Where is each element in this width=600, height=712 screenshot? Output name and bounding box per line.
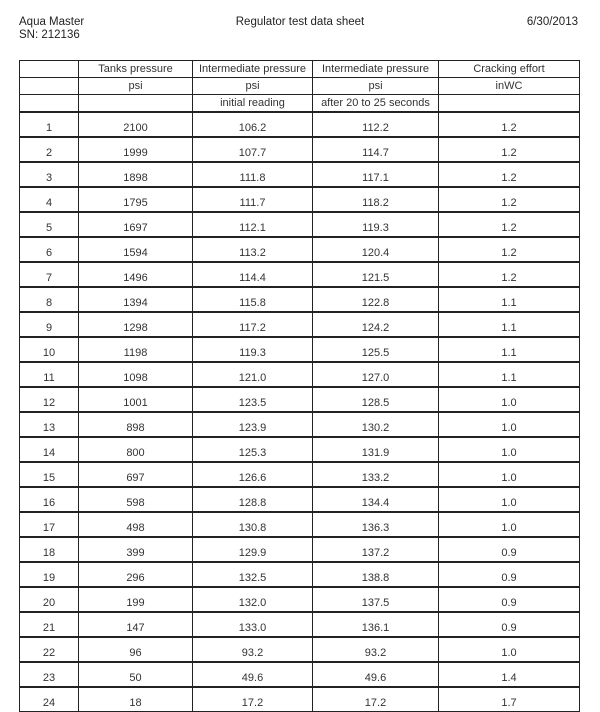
cell-intermediate-after: 117.1 [313,162,439,187]
cell-cracking-effort: 1.2 [439,112,580,137]
table-row [20,412,580,437]
table-row [20,537,580,562]
cell-tank-pressure: 800 [79,437,193,462]
header-cell-row-number [20,61,79,78]
cell-intermediate-after: 136.3 [313,512,439,537]
cell-intermediate-initial: 123.5 [193,387,313,412]
cell-cracking-effort: 0.9 [439,562,580,587]
cell-intermediate-initial: 133.0 [193,612,313,637]
cell-cracking-effort: 1.0 [439,387,580,412]
cell-intermediate-initial: 17.2 [193,687,313,712]
serial-number: SN: 212136 [19,29,80,41]
cell-cracking-effort: 1.0 [439,637,580,662]
cell-intermediate-initial: 117.2 [193,312,313,337]
table-row [20,562,580,587]
cell-tank-pressure: 1594 [79,237,193,262]
cell-cracking-effort: 1.0 [439,412,580,437]
cell-tank-pressure: 1496 [79,262,193,287]
header-cell-intermediate-initial: Intermediate pressure [193,61,313,78]
cell-intermediate-initial: 125.3 [193,437,313,462]
cell-cracking-effort: 1.1 [439,287,580,312]
cell-intermediate-after: 119.3 [313,212,439,237]
cell-row-number: 18 [20,537,79,562]
cell-tank-pressure: 50 [79,662,193,687]
table-row [20,612,580,637]
header-cell-row-number [20,95,79,113]
cell-intermediate-initial: 93.2 [193,637,313,662]
table-row [20,362,580,387]
cell-intermediate-after: 130.2 [313,412,439,437]
cell-cracking-effort: 1.0 [439,487,580,512]
cell-cracking-effort: 1.2 [439,162,580,187]
cell-row-number: 2 [20,137,79,162]
cell-cracking-effort: 1.0 [439,512,580,537]
cell-intermediate-initial: 111.8 [193,162,313,187]
cell-cracking-effort: 1.2 [439,262,580,287]
cell-tank-pressure: 399 [79,537,193,562]
cell-tank-pressure: 697 [79,462,193,487]
cell-cracking-effort: 1.1 [439,337,580,362]
cell-intermediate-initial: 113.2 [193,237,313,262]
cell-tank-pressure: 498 [79,512,193,537]
cell-intermediate-initial: 112.1 [193,212,313,237]
header-cell-intermediate-initial: initial reading [193,95,313,113]
cell-intermediate-after: 93.2 [313,637,439,662]
cell-row-number: 23 [20,662,79,687]
cell-row-number: 8 [20,287,79,312]
table-row [20,437,580,462]
cell-intermediate-initial: 106.2 [193,112,313,137]
cell-tank-pressure: 1999 [79,137,193,162]
cell-tank-pressure: 18 [79,687,193,712]
cell-cracking-effort: 0.9 [439,537,580,562]
cell-row-number: 4 [20,187,79,212]
cell-intermediate-after: 118.2 [313,187,439,212]
cell-cracking-effort: 1.1 [439,362,580,387]
cell-row-number: 19 [20,562,79,587]
cell-intermediate-initial: 126.6 [193,462,313,487]
table-row [20,212,580,237]
table-row [20,187,580,212]
cell-row-number: 12 [20,387,79,412]
table-row [20,162,580,187]
table-row [20,587,580,612]
cell-cracking-effort: 1.4 [439,662,580,687]
header-cell-cracking-effort: inWC [439,78,580,95]
cell-intermediate-after: 114.7 [313,137,439,162]
cell-intermediate-after: 17.2 [313,687,439,712]
table-row [20,662,580,687]
header-cell-cracking-effort [439,95,580,113]
cell-intermediate-after: 137.5 [313,587,439,612]
header-cell-row-number [20,78,79,95]
cell-intermediate-initial: 128.8 [193,487,313,512]
table-row [20,112,580,137]
header-cell-cracking-effort: Cracking effort [439,61,580,78]
cell-row-number: 21 [20,612,79,637]
header-cell-tank-pressure [79,95,193,113]
cell-cracking-effort: 1.0 [439,462,580,487]
cell-cracking-effort: 1.1 [439,312,580,337]
cell-tank-pressure: 1298 [79,312,193,337]
cell-intermediate-initial: 107.7 [193,137,313,162]
header-cell-intermediate-after: psi [313,78,439,95]
cell-row-number: 13 [20,412,79,437]
table-row [20,512,580,537]
table-row [20,637,580,662]
cell-tank-pressure: 199 [79,587,193,612]
cell-intermediate-after: 136.1 [313,612,439,637]
document-title: Regulator test data sheet [235,16,365,28]
cell-row-number: 22 [20,637,79,662]
table-row [20,387,580,412]
cell-tank-pressure: 147 [79,612,193,637]
cell-intermediate-after: 138.8 [313,562,439,587]
cell-intermediate-initial: 130.8 [193,512,313,537]
cell-intermediate-after: 131.9 [313,437,439,462]
cell-cracking-effort: 1.2 [439,212,580,237]
cell-intermediate-after: 112.2 [313,112,439,137]
cell-intermediate-after: 122.8 [313,287,439,312]
cell-intermediate-initial: 119.3 [193,337,313,362]
header-row [20,95,580,113]
cell-row-number: 3 [20,162,79,187]
cell-row-number: 6 [20,237,79,262]
header-cell-tank-pressure: psi [79,78,193,95]
cell-row-number: 9 [20,312,79,337]
cell-intermediate-after: 133.2 [313,462,439,487]
cell-intermediate-initial: 132.0 [193,587,313,612]
cell-tank-pressure: 1098 [79,362,193,387]
header-row [20,61,580,78]
header-cell-intermediate-after: after 20 to 25 seconds [313,95,439,113]
cell-row-number: 15 [20,462,79,487]
cell-intermediate-initial: 115.8 [193,287,313,312]
cell-tank-pressure: 296 [79,562,193,587]
header-cell-intermediate-after: Intermediate pressure [313,61,439,78]
cell-cracking-effort: 1.2 [439,237,580,262]
cell-row-number: 16 [20,487,79,512]
cell-intermediate-initial: 123.9 [193,412,313,437]
table-row [20,237,580,262]
cell-row-number: 5 [20,212,79,237]
cell-intermediate-after: 125.5 [313,337,439,362]
cell-row-number: 20 [20,587,79,612]
cell-row-number: 10 [20,337,79,362]
cell-tank-pressure: 598 [79,487,193,512]
cell-intermediate-initial: 121.0 [193,362,313,387]
cell-tank-pressure: 2100 [79,112,193,137]
table-row [20,687,580,712]
cell-tank-pressure: 1394 [79,287,193,312]
cell-intermediate-after: 128.5 [313,387,439,412]
table-row [20,287,580,312]
cell-intermediate-after: 134.4 [313,487,439,512]
cell-tank-pressure: 898 [79,412,193,437]
cell-row-number: 7 [20,262,79,287]
header-cell-intermediate-initial: psi [193,78,313,95]
cell-row-number: 14 [20,437,79,462]
table-row [20,462,580,487]
cell-row-number: 11 [20,362,79,387]
cell-cracking-effort: 1.0 [439,437,580,462]
cell-intermediate-initial: 111.7 [193,187,313,212]
cell-tank-pressure: 1795 [79,187,193,212]
cell-tank-pressure: 96 [79,637,193,662]
table-row [20,262,580,287]
table-row [20,137,580,162]
test-data-table [19,60,580,712]
cell-row-number: 24 [20,687,79,712]
cell-intermediate-initial: 114.4 [193,262,313,287]
cell-tank-pressure: 1697 [79,212,193,237]
cell-intermediate-after: 121.5 [313,262,439,287]
cell-cracking-effort: 1.2 [439,137,580,162]
cell-tank-pressure: 1198 [79,337,193,362]
table-row [20,312,580,337]
cell-cracking-effort: 0.9 [439,587,580,612]
cell-cracking-effort: 1.2 [439,187,580,212]
header-row [20,78,580,95]
cell-cracking-effort: 0.9 [439,612,580,637]
cell-intermediate-after: 127.0 [313,362,439,387]
cell-row-number: 1 [20,112,79,137]
cell-intermediate-after: 49.6 [313,662,439,687]
header-cell-tank-pressure: Tanks pressure [79,61,193,78]
cell-intermediate-initial: 129.9 [193,537,313,562]
cell-cracking-effort: 1.7 [439,687,580,712]
cell-intermediate-initial: 49.6 [193,662,313,687]
cell-intermediate-after: 137.2 [313,537,439,562]
cell-intermediate-after: 124.2 [313,312,439,337]
test-date: 6/30/2013 [526,16,578,28]
model-name: Aqua Master [19,16,85,28]
cell-row-number: 17 [20,512,79,537]
cell-tank-pressure: 1898 [79,162,193,187]
table-row [20,337,580,362]
cell-intermediate-after: 120.4 [313,237,439,262]
cell-tank-pressure: 1001 [79,387,193,412]
cell-intermediate-initial: 132.5 [193,562,313,587]
table-row [20,487,580,512]
